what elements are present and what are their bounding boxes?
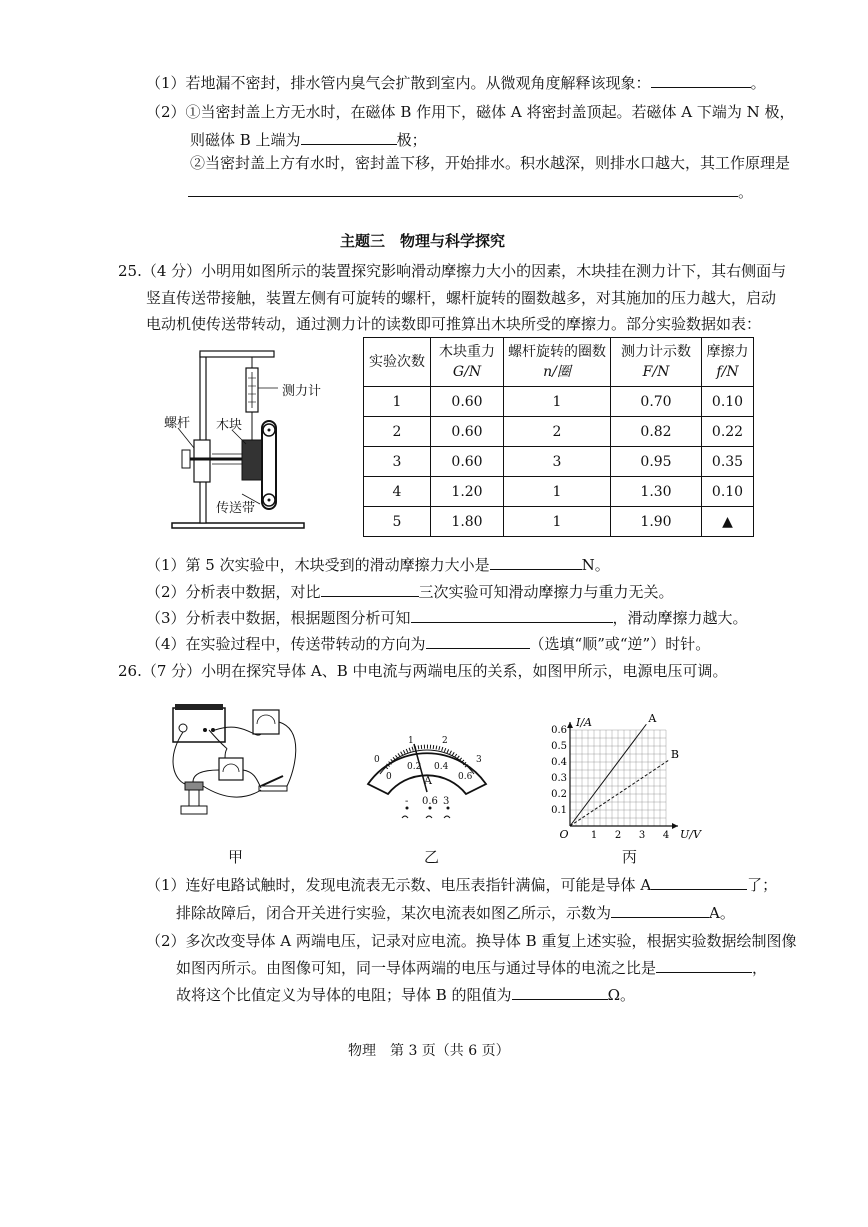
graph-grid (570, 730, 666, 826)
table-cell: 4 (364, 477, 431, 507)
answer-blank[interactable] (188, 182, 738, 197)
column-header: 木块重力 G/N (431, 338, 504, 387)
q25-stem-line1: 25.（4 分）小明用如图所示的装置探究影响滑动摩擦力大小的因素，木块挂在测力计下，其右侧面与 (118, 262, 787, 280)
table-row (364, 477, 754, 507)
table-cell: 0.60 (431, 447, 504, 477)
table-cell: 0.70 (611, 387, 702, 417)
x-tick-label: 1 (590, 830, 598, 840)
q25-sub4: （4）在实验过程中，传送带转动的方向为 （选填“顺”或“逆”）时针。 (146, 635, 711, 653)
ammeter-unit-label: A (424, 774, 432, 787)
x-axis-label: U/V (680, 828, 701, 840)
label-belt: 传送带 (216, 501, 256, 516)
y-tick-label: 0.4 (551, 757, 567, 768)
table-cell: 2 (504, 417, 611, 447)
q26-sub2-line2: 如图丙所示。由图像可知，同一导体两端的电压与通过导体的电流之比是 ， (176, 959, 768, 977)
ammeter-scale-bottom-label: 0.2 (407, 762, 422, 772)
ammeter-scale-bottom-label: 0.6 (458, 772, 473, 782)
y-tick-label: 0.5 (551, 741, 567, 752)
ammeter-scale-bottom-label: 0 (386, 772, 392, 782)
answer-blank[interactable] (301, 130, 397, 145)
table-cell: 1 (504, 507, 611, 537)
q25-stem-line3: 电动机使传送带转动，通过测力计的读数即可推算出木块所受的摩擦力。部分实验数据如表： (146, 315, 762, 333)
table-cell: 1.90 (611, 507, 702, 537)
column-header: 测力计示数 F/N (611, 338, 702, 387)
table-row (364, 447, 754, 477)
column-header: 实验次数 (364, 338, 431, 387)
graph-ticks (551, 725, 669, 840)
series-label-b: B (670, 748, 679, 762)
ammeter-terminal-label: 0.6 (422, 796, 438, 807)
table-cell: 1.30 (611, 477, 702, 507)
y-axis-label: I/A (576, 716, 592, 729)
q26-sub1-line1: （1）连好电路试触时，发现电流表无示数、电压表指针满偏，可能是导体 A 了； (146, 876, 778, 894)
table-cell: 3 (364, 447, 431, 477)
table-cell: 1.20 (431, 477, 504, 507)
column-header: 螺杆旋转的圈数 n/圈 (504, 338, 611, 387)
answer-blank[interactable] (651, 875, 747, 890)
q26-sub2-line1: （2）多次改变导体 A 两端电压，记录对应电流。换导体 B 重复上述实验，根据实验数据绘制图像 (146, 932, 797, 950)
q26-stem: 26.（7 分）小明在探究导体 A、B 中电流与两端电压的关系，如图甲所示，电源电压可调。 (118, 662, 728, 680)
experiment-data-table (363, 337, 754, 537)
origin-label: O (559, 828, 569, 840)
page-footer: 物理 第 3 页（共 6 页） (348, 1043, 510, 1059)
ammeter-terminal-label: 3 (443, 796, 450, 807)
circuit-figure (165, 700, 305, 830)
answer-blank[interactable] (321, 582, 419, 597)
answer-blank[interactable] (426, 634, 530, 649)
table-cell: 0.60 (431, 417, 504, 447)
table-header-row (364, 338, 754, 387)
y-tick-label: 0.1 (551, 805, 567, 816)
table-cell: ▲ (702, 507, 754, 537)
q26-sub2-line3: 故将这个比值定义为导体的电阻；导体 B 的阻值为 Ω。 (176, 986, 635, 1004)
table-cell: 0.10 (702, 477, 754, 507)
figure-caption-bing: 丙 (622, 848, 638, 866)
table-cell: 1.80 (431, 507, 504, 537)
x-tick-label: 2 (614, 830, 622, 840)
q26-sub1-line2: 排除故障后，闭合开关进行实验，某次电流表如图乙所示，示数为 A。 (176, 904, 735, 922)
column-header: 摩擦力 f/N (702, 338, 754, 387)
table-cell: 0.10 (702, 387, 754, 417)
table-cell: 5 (364, 507, 431, 537)
table-cell: 3 (504, 447, 611, 477)
ammeter-scale-top-label: 3 (476, 755, 482, 765)
table-cell: 0.35 (702, 447, 754, 477)
table-cell: 0.22 (702, 417, 754, 447)
answer-blank[interactable] (651, 73, 751, 88)
section-title: 主题三 物理与科学探究 (340, 232, 506, 250)
table-cell: 0.95 (611, 447, 702, 477)
x-tick-label: 3 (638, 830, 646, 840)
series-label-a: A (648, 712, 657, 726)
answer-blank[interactable] (411, 608, 613, 623)
q25-sub2: （2）分析表中数据，对比 三次实验可知滑动摩擦力与重力无关。 (146, 583, 674, 601)
q24-part2-line2: 则磁体 B 上端为 极； (190, 131, 427, 149)
table-cell: 1 (504, 387, 611, 417)
ammeter-terminal-label: - (405, 796, 409, 807)
answer-blank[interactable] (490, 555, 582, 570)
x-tick-label: 4 (662, 830, 670, 840)
ammeter-scale-top-label: 2 (442, 736, 448, 746)
y-axis-arrow (567, 722, 573, 728)
y-tick-label: 0.2 (551, 789, 567, 800)
table-cell: 1 (504, 477, 611, 507)
iu-graph (548, 694, 708, 840)
label-dynamometer: 测力计 (282, 384, 322, 399)
table-row (364, 387, 754, 417)
q25-stem-line2: 竖直传送带接触，装置左侧有可旋转的螺杆，螺杆旋转的圈数越多，对其施加的压力越大，启动 (146, 289, 777, 307)
q25-sub1: （1）第 5 次实验中，木块受到的滑动摩擦力大小是 N。 (146, 556, 610, 574)
q24-part2-line3: ②当密封盖上方有水时，密封盖下移，开始排水。积水越深，则排水口越大，其工作原理是 (190, 154, 791, 172)
x-axis-arrow (672, 823, 678, 829)
figure-caption-jia: 甲 (228, 848, 244, 866)
label-screw: 螺杆 (164, 416, 191, 431)
q24-part2-line1: （2）①当密封盖上方无水时，在磁体 B 作用下，磁体 A 将密封盖顶起。若磁体 A 下端为 N 极， (146, 103, 795, 121)
table-row (364, 417, 754, 447)
table-cell: 2 (364, 417, 431, 447)
table-cell: 1 (364, 387, 431, 417)
y-tick-label: 0.6 (551, 725, 567, 736)
y-tick-label: 0.3 (551, 773, 567, 784)
graph-labels (559, 712, 701, 840)
label-block: 木块 (216, 418, 243, 433)
table-cell: 0.82 (611, 417, 702, 447)
series-line-a (570, 724, 646, 826)
q24-part1: （1）若地漏不密封，排水管内臭气会扩散到室内。从微观角度解释该现象： 。 (146, 74, 766, 92)
figure-caption-yi: 乙 (424, 848, 440, 866)
q24-part2-line4: 。 (188, 181, 753, 202)
answer-blank[interactable] (611, 903, 709, 918)
answer-blank[interactable] (512, 985, 608, 1000)
table-cell: 0.60 (431, 387, 504, 417)
answer-blank[interactable] (656, 958, 752, 973)
ammeter-scale-top-label: 1 (408, 736, 414, 746)
ammeter-scale-top-label: 0 (374, 755, 380, 765)
ammeter-scale-bottom-label: 0.4 (434, 762, 449, 772)
table-row (364, 507, 754, 537)
q25-sub3: （3）分析表中数据，根据题图分析可知 ，滑动摩擦力越大。 (146, 609, 748, 627)
